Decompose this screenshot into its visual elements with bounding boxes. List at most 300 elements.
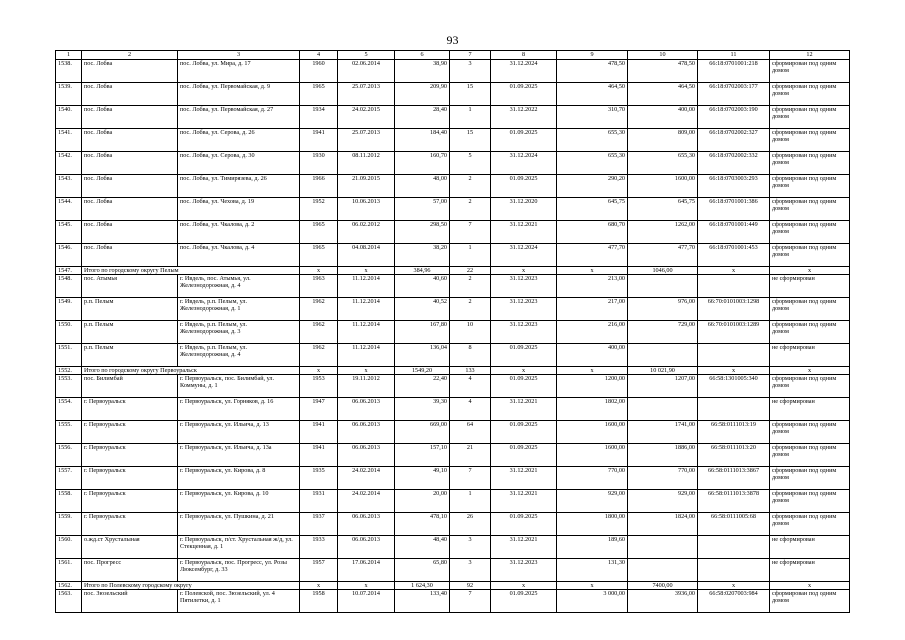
table-cell: 66:18:0701001:453	[698, 244, 770, 267]
table-cell: 66:18:0702003:177	[698, 83, 770, 106]
table-cell: г. Ивдель, пос. Атымья, ул. Железнодорожная, д. 4	[178, 275, 300, 298]
table-cell: 66:18:0701001:218	[698, 60, 770, 83]
table-cell: 3 000,00	[557, 590, 628, 613]
table-cell: 1553.	[56, 375, 82, 398]
subtotal-value-cell: 133	[450, 367, 491, 375]
table-cell: 06.06.2013	[338, 421, 395, 444]
table-cell	[698, 559, 770, 582]
table-row	[56, 275, 850, 298]
table-cell: 655,30	[557, 152, 628, 175]
table-cell: сформирован под одним домом	[770, 244, 850, 267]
table-cell: 680,70	[557, 221, 628, 244]
table-cell: г. Первоуральск, ул. Пушкина, д. 21	[178, 513, 300, 536]
table-cell: сформирован под одним домом	[770, 175, 850, 198]
page-number: 93	[446, 33, 459, 47]
table-cell: г. Первоуральск, пос. Прогресс, ул. Розы Люксембург, д. 33	[178, 559, 300, 582]
table-row	[56, 444, 850, 467]
table-cell: 1544.	[56, 198, 82, 221]
table-cell: г. Первоуральск	[82, 421, 178, 444]
column-number-cell: 11	[698, 51, 770, 60]
table-cell: 11.12.2014	[338, 344, 395, 367]
table-cell: 01.09.2025	[491, 344, 557, 367]
table-cell	[628, 344, 698, 367]
table-cell: 477,70	[557, 244, 628, 267]
table-cell: 7	[450, 590, 491, 613]
table-cell: сформирован под одним домом	[770, 221, 850, 244]
table-cell: г. Первоуральск, ул. Ильича, д. 13	[178, 421, 300, 444]
row-number-cell: 1562.	[56, 582, 82, 590]
table-cell: 2	[450, 275, 491, 298]
table-row	[56, 513, 850, 536]
table-cell: г. Первоуральск, ул. Горняков, д. 16	[178, 398, 300, 421]
table-cell: 1962	[300, 298, 338, 321]
table-cell: 1	[450, 244, 491, 267]
table-cell: пос. Лобва, ул. Чкалова, д. 4	[178, 244, 300, 267]
table-cell: 06.06.2013	[338, 536, 395, 559]
table-cell: 157,10	[395, 444, 450, 467]
subtotal-value-cell: x	[698, 267, 770, 275]
table-cell: 1563.	[56, 590, 82, 613]
table-cell: 1542.	[56, 152, 82, 175]
table-cell: 310,70	[557, 106, 628, 129]
subtotal-value-cell: x	[491, 367, 557, 375]
table-cell: 31.12.2024	[491, 244, 557, 267]
table-row	[56, 421, 850, 444]
table-cell: г. Первоуральск, ул. Кирова, д. 10	[178, 490, 300, 513]
table-cell: 136,04	[395, 344, 450, 367]
table-cell: г. Первоуральск, пос. Билимбай, ул. Коммуны, д. 1	[178, 375, 300, 398]
table-cell	[698, 536, 770, 559]
column-number-cell: 12	[770, 51, 850, 60]
table-cell: 4	[450, 398, 491, 421]
subtotal-value-cell: x	[338, 582, 395, 590]
table-cell: 04.08.2014	[338, 244, 395, 267]
table-cell: пос. Лобва, ул. Тимирязева, д. 26	[178, 175, 300, 198]
column-number-cell: 2	[82, 51, 178, 60]
table-cell: 478,50	[557, 60, 628, 83]
table-cell: 01.09.2025	[491, 175, 557, 198]
table-cell: 11.12.2014	[338, 298, 395, 321]
table-cell: 06.06.2013	[338, 398, 395, 421]
table-cell: 209,90	[395, 83, 450, 106]
table-cell: 464,50	[557, 83, 628, 106]
table-cell: 66:18:0701001:386	[698, 198, 770, 221]
subtotal-value-cell: 10 021,90	[628, 367, 698, 375]
table-cell: 31.12.2023	[491, 559, 557, 582]
table-cell: г. Полевской, пос. Зюзельский, ул. 4 Пятилетки, д. 1	[178, 590, 300, 613]
table-cell: 1550.	[56, 321, 82, 344]
subtotal-value-cell: x	[770, 367, 850, 375]
table-row	[56, 175, 850, 198]
table-cell: 11.12.2014	[338, 275, 395, 298]
table-cell: пос. Лобва, ул. Мира, д. 17	[178, 60, 300, 83]
subtotal-value-cell: x	[557, 367, 628, 375]
table-row	[56, 375, 850, 398]
table-cell: сформирован под одним домом	[770, 421, 850, 444]
table-cell: пос. Лобва, ул. Первомайская, д. 27	[178, 106, 300, 129]
table-cell: 25.07.2013	[338, 83, 395, 106]
table-cell: 31.12.2021	[491, 221, 557, 244]
table-cell: г. Первоуральск, ул. Ильича, д. 13а	[178, 444, 300, 467]
table-cell: сформирован под одним домом	[770, 513, 850, 536]
table-cell: 1543.	[56, 175, 82, 198]
table-cell: 1538.	[56, 60, 82, 83]
subtotal-value-cell: x	[338, 267, 395, 275]
table-cell: 1962	[300, 344, 338, 367]
table-cell: 1600,00	[557, 444, 628, 467]
table-row	[56, 490, 850, 513]
table-cell: 64	[450, 421, 491, 444]
table-cell: 66:58:0111005:68	[698, 513, 770, 536]
table-cell: пос. Лобва	[82, 175, 178, 198]
table-cell: 21.09.2015	[338, 175, 395, 198]
table-cell: 48,40	[395, 536, 450, 559]
table-cell: 1541.	[56, 129, 82, 152]
table-cell: 2	[450, 198, 491, 221]
table-cell: 160,70	[395, 152, 450, 175]
table-cell: сформирован под одним домом	[770, 106, 850, 129]
table-row	[56, 590, 850, 613]
subtotal-value-cell: x	[300, 582, 338, 590]
table-cell: 477,70	[628, 244, 698, 267]
table-cell: 1960	[300, 60, 338, 83]
table-cell: 2	[450, 175, 491, 198]
table-row	[56, 198, 850, 221]
table-cell: 3	[450, 559, 491, 582]
column-number-cell: 3	[178, 51, 300, 60]
table-cell: 66:18:0701001:449	[698, 221, 770, 244]
table-cell: сформирован под одним домом	[770, 467, 850, 490]
table-cell: 20,00	[395, 490, 450, 513]
table-cell: 3	[450, 536, 491, 559]
table-cell: 06.06.2013	[338, 513, 395, 536]
subtotal-label-cell: Итого по городскому округу Пелым	[82, 267, 300, 275]
table-cell: пос. Лобва	[82, 106, 178, 129]
table-cell: 1	[450, 490, 491, 513]
table-cell: г. Первоуральск	[82, 490, 178, 513]
column-number-cell: 8	[491, 51, 557, 60]
subtotal-value-cell: x	[300, 367, 338, 375]
table-cell: 1207,00	[628, 375, 698, 398]
subtotal-value-cell: 384,96	[395, 267, 450, 275]
table-cell: 01.09.2025	[491, 444, 557, 467]
table-cell: пос. Билимбай	[82, 375, 178, 398]
table-cell: 1557.	[56, 467, 82, 490]
table-cell: 400,00	[557, 344, 628, 367]
column-number-cell: 9	[557, 51, 628, 60]
table-cell: пос. Лобва	[82, 221, 178, 244]
table-cell: 1962	[300, 321, 338, 344]
table-cell: р.п. Пелым	[82, 344, 178, 367]
table-cell: пос. Лобва	[82, 152, 178, 175]
table-cell: 01.09.2025	[491, 513, 557, 536]
table-cell: 1965	[300, 221, 338, 244]
table-cell: 01.09.2025	[491, 83, 557, 106]
table-cell: р.п. Пелым	[82, 298, 178, 321]
table-cell: 1262,00	[628, 221, 698, 244]
table-cell: 1963	[300, 275, 338, 298]
table-cell: пос. Лобва, ул. Чкалова, д. 2	[178, 221, 300, 244]
table-cell: 38,90	[395, 60, 450, 83]
table-cell: 1947	[300, 398, 338, 421]
table-cell: р.п. Пелым	[82, 321, 178, 344]
table-cell	[628, 275, 698, 298]
table-cell: сформирован под одним домом	[770, 198, 850, 221]
table-cell: г. Ивдель, р.п. Пелым, ул. Железнодорожная, д. 1	[178, 298, 300, 321]
subtotal-value-cell: x	[698, 582, 770, 590]
table-cell: 48,00	[395, 175, 450, 198]
row-number-cell: 1547.	[56, 267, 82, 275]
table-cell: сформирован под одним домом	[770, 590, 850, 613]
table-cell: 21	[450, 444, 491, 467]
table-cell: 1965	[300, 244, 338, 267]
subtotal-row	[56, 367, 850, 375]
table-cell: 1548.	[56, 275, 82, 298]
table-cell: 66:18:0702003:190	[698, 106, 770, 129]
table-cell	[628, 536, 698, 559]
table-cell: 1	[450, 106, 491, 129]
table-cell: 189,60	[557, 536, 628, 559]
table-cell: 1824,00	[628, 513, 698, 536]
table-cell: 1953	[300, 375, 338, 398]
table-cell: о.жд.ст Хрусталыная	[82, 536, 178, 559]
table-cell: 976,00	[628, 298, 698, 321]
table-cell: сформирован под одним домом	[770, 83, 850, 106]
table-cell: 06.02.2012	[338, 221, 395, 244]
housing-register-table	[55, 50, 850, 613]
table-cell: 7	[450, 221, 491, 244]
table-cell: 1559.	[56, 513, 82, 536]
table-cell: 40,60	[395, 275, 450, 298]
column-number-cell: 4	[300, 51, 338, 60]
table-cell: 1886,00	[628, 444, 698, 467]
table-cell: 1931	[300, 490, 338, 513]
subtotal-value-cell: x	[300, 267, 338, 275]
table-cell: пос. Зюзельский	[82, 590, 178, 613]
table-cell: 31.12.2021	[491, 490, 557, 513]
table-cell: 1965	[300, 83, 338, 106]
table-row	[56, 344, 850, 367]
table-cell: 66:58:0207003:984	[698, 590, 770, 613]
table-cell: 1935	[300, 467, 338, 490]
table-row	[56, 83, 850, 106]
subtotal-value-cell: x	[770, 267, 850, 275]
table-row	[56, 60, 850, 83]
table-cell: 929,00	[557, 490, 628, 513]
table-row	[56, 221, 850, 244]
table-cell: 24.02.2014	[338, 490, 395, 513]
table-cell: г. Первоуральск	[82, 398, 178, 421]
table-cell: 31.12.2021	[491, 467, 557, 490]
table-cell: 1539.	[56, 83, 82, 106]
table-cell: 217,00	[557, 298, 628, 321]
table-cell: 1556.	[56, 444, 82, 467]
table-cell: 31.12.2024	[491, 60, 557, 83]
table-cell: 1941	[300, 444, 338, 467]
table-cell: 66:18:0702002:332	[698, 152, 770, 175]
table-row	[56, 244, 850, 267]
table-cell: 31.12.2024	[491, 152, 557, 175]
table-cell: 66:58:0111013:3867	[698, 467, 770, 490]
subtotal-row	[56, 582, 850, 590]
table-cell: 38,20	[395, 244, 450, 267]
table-cell: 1958	[300, 590, 338, 613]
table-cell: 28,40	[395, 106, 450, 129]
table-cell: 1952	[300, 198, 338, 221]
table-cell: 26	[450, 513, 491, 536]
table-cell: 66:18:0702002:327	[698, 129, 770, 152]
table-cell: 8	[450, 344, 491, 367]
table-cell: сформирован под одним домом	[770, 152, 850, 175]
column-number-row	[56, 51, 850, 60]
table-cell: пос. Лобва, ул. Серова, д. 26	[178, 129, 300, 152]
table-cell: 66:58:0111013:19	[698, 421, 770, 444]
subtotal-value-cell: 7400,00	[628, 582, 698, 590]
table-cell: 31.12.2023	[491, 321, 557, 344]
table-cell: 1558.	[56, 490, 82, 513]
subtotal-value-cell: 1 624,30	[395, 582, 450, 590]
table-cell: 1561.	[56, 559, 82, 582]
table-cell: пос. Лобва	[82, 83, 178, 106]
column-number-cell: 10	[628, 51, 698, 60]
table-cell: пос. Лобва	[82, 60, 178, 83]
table-cell: 31.12.2020	[491, 198, 557, 221]
table-cell: 809,00	[628, 129, 698, 152]
table-cell: 66:58:1301005:340	[698, 375, 770, 398]
table-cell: не сформирован	[770, 275, 850, 298]
table-cell: 1200,00	[557, 375, 628, 398]
table-cell: 655,30	[628, 152, 698, 175]
table-cell: г. Первоуральск	[82, 444, 178, 467]
subtotal-value-cell: 1549,20	[395, 367, 450, 375]
table-cell: 17.06.2014	[338, 559, 395, 582]
subtotal-row	[56, 267, 850, 275]
table-cell: 1930	[300, 152, 338, 175]
table-cell: пос. Лобва, ул. Чехова, д. 19	[178, 198, 300, 221]
table-cell: 5	[450, 152, 491, 175]
table-cell: 01.09.2025	[491, 421, 557, 444]
subtotal-value-cell: x	[557, 267, 628, 275]
table-cell	[698, 344, 770, 367]
table-row	[56, 152, 850, 175]
table-cell: сформирован под одним домом	[770, 321, 850, 344]
table-cell: г. Ивдель, р.п. Пелым, ул. Железнодорожная, д. 4	[178, 344, 300, 367]
table-cell: пос. Лобва	[82, 244, 178, 267]
table-cell: 655,30	[557, 129, 628, 152]
subtotal-value-cell: x	[770, 582, 850, 590]
table-cell: 2	[450, 298, 491, 321]
table-cell: г. Ивдель, р.п. Пелым, ул. Железнодорожная, д. 3	[178, 321, 300, 344]
table-cell: г. Первоуральск	[82, 513, 178, 536]
table-cell: 1600,00	[628, 175, 698, 198]
table-cell: 1546.	[56, 244, 82, 267]
table-cell: 478,50	[628, 60, 698, 83]
table-cell: сформирован под одним домом	[770, 129, 850, 152]
table-cell: 464,50	[628, 83, 698, 106]
table-cell: 1966	[300, 175, 338, 198]
table-cell: 1540.	[56, 106, 82, 129]
table-row	[56, 129, 850, 152]
table-row	[56, 321, 850, 344]
table-cell: 7	[450, 467, 491, 490]
subtotal-value-cell: 22	[450, 267, 491, 275]
table-cell: 645,75	[557, 198, 628, 221]
table-cell: пос. Лобва, ул. Первомайская, д. 9	[178, 83, 300, 106]
table-cell: 10.07.2014	[338, 590, 395, 613]
table-cell: 02.06.2014	[338, 60, 395, 83]
table-cell: 1937	[300, 513, 338, 536]
subtotal-label-cell: Итого по городскому округу Первоуральск	[82, 367, 300, 375]
table-cell: 08.11.2012	[338, 152, 395, 175]
column-number-cell: 1	[56, 51, 82, 60]
table-cell: пос. Лобва, ул. Серова, д. 30	[178, 152, 300, 175]
subtotal-value-cell: 92	[450, 582, 491, 590]
table-cell: 298,50	[395, 221, 450, 244]
table-cell: 11.12.2014	[338, 321, 395, 344]
table-cell: 1741,00	[628, 421, 698, 444]
table-cell: 22,40	[395, 375, 450, 398]
table-cell: 31.12.2021	[491, 398, 557, 421]
table-cell: 10	[450, 321, 491, 344]
table-cell: 1802,00	[557, 398, 628, 421]
table-row	[56, 536, 850, 559]
table-cell: не сформирован	[770, 536, 850, 559]
subtotal-label-cell: Итого по Полевскому городскому округу	[82, 582, 300, 590]
table-cell: 1551.	[56, 344, 82, 367]
column-number-cell: 7	[450, 51, 491, 60]
table-cell: 1554.	[56, 398, 82, 421]
table-cell: 10.06.2013	[338, 198, 395, 221]
table-cell: 1600,00	[557, 421, 628, 444]
table-cell: 131,30	[557, 559, 628, 582]
column-number-cell: 5	[338, 51, 395, 60]
table-cell: не сформирован	[770, 559, 850, 582]
subtotal-value-cell: x	[491, 582, 557, 590]
table-cell: 645,75	[628, 198, 698, 221]
table-cell	[698, 398, 770, 421]
table-cell: 1800,00	[557, 513, 628, 536]
table-cell: 1941	[300, 129, 338, 152]
table-cell: 66:58:0111013:20	[698, 444, 770, 467]
table-cell: сформирован под одним домом	[770, 490, 850, 513]
table-cell: 06.06.2013	[338, 444, 395, 467]
table-cell: 400,00	[628, 106, 698, 129]
table-cell: 57,00	[395, 198, 450, 221]
table-row	[56, 106, 850, 129]
table-cell: 24.02.2015	[338, 106, 395, 129]
subtotal-value-cell: x	[491, 267, 557, 275]
table-cell: 31.12.2023	[491, 275, 557, 298]
table-cell: 167,80	[395, 321, 450, 344]
table-cell: сформирован под одним домом	[770, 375, 850, 398]
table-cell: 66:58:0111013:3878	[698, 490, 770, 513]
row-number-cell: 1552.	[56, 367, 82, 375]
table-cell: 40,52	[395, 298, 450, 321]
subtotal-value-cell: x	[557, 582, 628, 590]
table-row	[56, 467, 850, 490]
table-cell: 1933	[300, 536, 338, 559]
table-cell: 19.11.2012	[338, 375, 395, 398]
table-cell: 66:18:0703003:293	[698, 175, 770, 198]
table-cell: 184,40	[395, 129, 450, 152]
table-cell: 1549.	[56, 298, 82, 321]
table-cell: 31.12.2023	[491, 298, 557, 321]
table-row	[56, 298, 850, 321]
table-row	[56, 559, 850, 582]
table-cell: сформирован под одним домом	[770, 444, 850, 467]
table-cell: 24.02.2014	[338, 467, 395, 490]
table-cell: 3936,00	[628, 590, 698, 613]
